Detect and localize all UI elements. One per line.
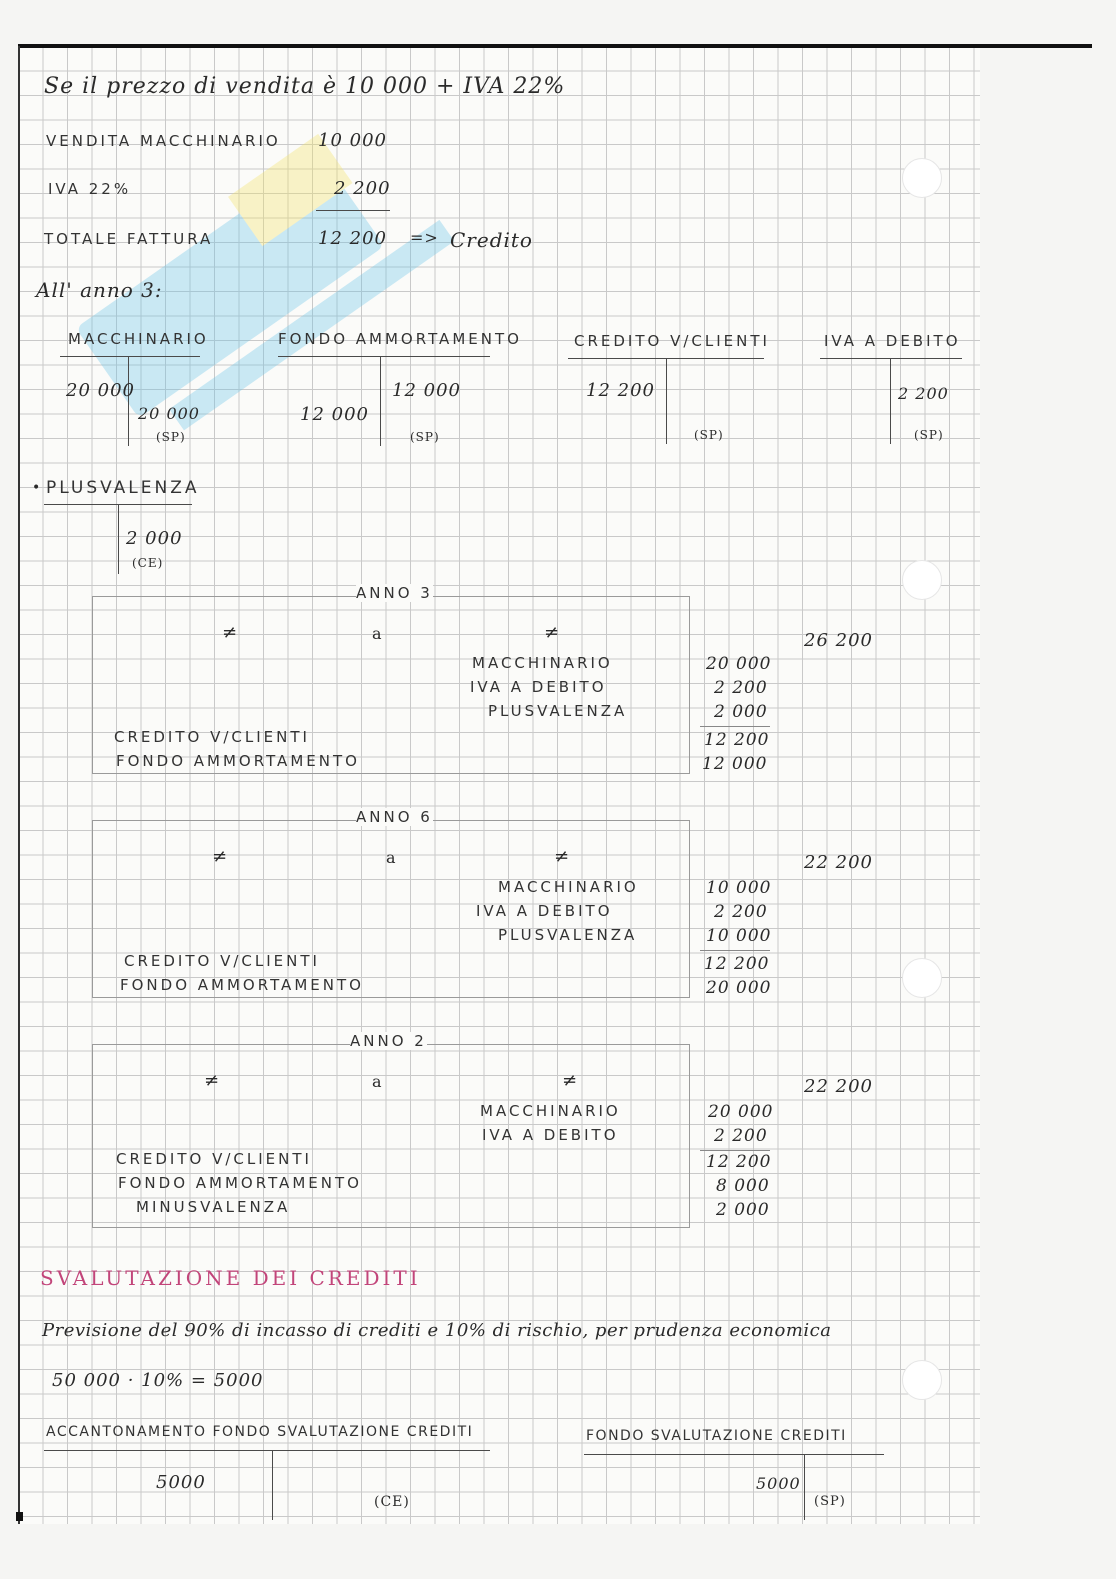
credit-amount: 2 000 [714, 702, 768, 722]
svalutazione-calc: 50 000 · 10% = 5000 [52, 1370, 264, 1391]
credit-amount: 2 200 [714, 678, 768, 698]
implies-arrow: => [410, 228, 439, 247]
section-heading: SVALUTAZIONE DEI CREDITI [40, 1266, 421, 1290]
intro-sentence: Se il prezzo di vendita è 10 000 + IVA 22% [44, 74, 566, 99]
debit-label: CREDITO V/CLIENTI [116, 1150, 312, 1168]
t-account-hline [278, 356, 490, 357]
bullet-dot: • [32, 480, 42, 496]
svalutazione-text: Previsione del 90% di incasso di crediti e 10% di rischio, per prudenza economica [42, 1320, 832, 1341]
t-account-credit: 20 000 [138, 404, 200, 423]
t-account-debit: 20 000 [66, 380, 135, 401]
t-account-debit: 12 200 [586, 380, 655, 401]
page-left-margin [18, 46, 20, 1524]
debit-label: FONDO AMMORTAMENTO [120, 976, 364, 994]
credit-label: PLUSVALENZA [488, 702, 628, 720]
t-account-hline [44, 1450, 490, 1451]
neq-sign: ≠ [554, 846, 571, 867]
credit-label: PLUSVALENZA [498, 926, 638, 944]
t-account-title: FONDO AMMORTAMENTO [278, 330, 522, 348]
t-account-title: IVA A DEBITO [824, 332, 961, 350]
debit-label: FONDO AMMORTAMENTO [116, 752, 360, 770]
journal-total: 22 200 [804, 852, 873, 873]
total-label: TOTALE FATTURA [44, 230, 214, 248]
credit-amount: 2 200 [714, 902, 768, 922]
journal-total: 22 200 [804, 1076, 873, 1097]
credit-amount: 10 000 [706, 878, 772, 898]
binder-hole [902, 158, 942, 198]
total-value: 12 200 [318, 228, 387, 249]
journal-header: ANNO 3 [356, 584, 433, 602]
sale-label: VENDITA MACCHINARIO [46, 132, 281, 150]
total-note: Credito [450, 228, 533, 252]
debit-label: MINUSVALENZA [136, 1198, 291, 1216]
t-account-vline [128, 356, 129, 446]
t-account-tag: (SP) [914, 428, 944, 442]
t-account-credit: 5000 [756, 1474, 801, 1493]
t-account-hline [820, 358, 962, 359]
t-account-debit: 5000 [156, 1472, 206, 1493]
t-account-credit: 2 000 [126, 528, 183, 549]
binder-hole [902, 1360, 942, 1400]
credit-label: MACCHINARIO [498, 878, 639, 896]
t-account-tag: (CE) [132, 556, 164, 570]
neq-sign: ≠ [212, 846, 229, 867]
t-account-tag: (SP) [410, 430, 440, 444]
debit-label: FONDO AMMORTAMENTO [118, 1174, 362, 1192]
debit-label: CREDITO V/CLIENTI [124, 952, 320, 970]
credit-label: IVA A DEBITO [470, 678, 607, 696]
t-account-vline [272, 1450, 273, 1520]
debit-amount: 8 000 [716, 1176, 770, 1196]
t-account-title: PLUSVALENZA [46, 478, 200, 498]
credit-amount: 20 000 [706, 654, 772, 674]
t-account-debit: 12 000 [300, 404, 369, 425]
a-sign: a [386, 848, 397, 867]
t-account-credit: 2 200 [898, 384, 949, 403]
t-account-title: ACCANTONAMENTO FONDO SVALUTAZIONE CREDITI [46, 1424, 474, 1440]
sum-underline [316, 210, 390, 211]
t-account-tag: (SP) [694, 428, 724, 442]
t-account-title: FONDO SVALUTAZIONE CREDITI [586, 1428, 847, 1444]
journal-header: ANNO 6 [356, 808, 433, 826]
t-account-vline [380, 356, 381, 446]
binder-hole [902, 958, 942, 998]
journal-header: ANNO 2 [350, 1032, 427, 1050]
journal-total: 26 200 [804, 630, 873, 651]
debit-amount: 12 000 [702, 754, 768, 774]
a-sign: a [372, 1072, 383, 1091]
credit-label: IVA A DEBITO [476, 902, 613, 920]
t-account-vline [666, 358, 667, 444]
debit-amount: 12 200 [704, 954, 770, 974]
t-account-tag: (CE) [374, 1494, 410, 1510]
t-account-vline [890, 358, 891, 444]
scan-corner-mark [16, 1512, 23, 1521]
debit-amount: 12 200 [706, 1152, 772, 1172]
t-account-hline [60, 356, 200, 357]
binder-hole [902, 560, 942, 600]
credit-label: MACCHINARIO [472, 654, 613, 672]
journal-subline [700, 726, 770, 727]
sale-value: 10 000 [318, 130, 387, 151]
journal-subline [700, 1150, 770, 1151]
t-account-tag: (SP) [156, 430, 186, 444]
scan-top-border [18, 44, 1092, 48]
t-account-title: MACCHINARIO [68, 330, 209, 348]
credit-amount: 20 000 [708, 1102, 774, 1122]
journal-subline [700, 950, 770, 951]
neq-sign: ≠ [544, 622, 561, 643]
t-account-vline [118, 504, 119, 574]
credit-amount: 10 000 [706, 926, 772, 946]
vat-label: IVA 22% [48, 180, 132, 198]
t-account-credit: 12 000 [392, 380, 461, 401]
credit-label: MACCHINARIO [480, 1102, 621, 1120]
debit-amount: 12 200 [704, 730, 770, 750]
t-account-title: CREDITO V/CLIENTI [574, 332, 770, 350]
debit-amount: 20 000 [706, 978, 772, 998]
neq-sign: ≠ [562, 1070, 579, 1091]
a-sign: a [372, 624, 383, 643]
neq-sign: ≠ [204, 1070, 221, 1091]
credit-amount: 2 200 [714, 1126, 768, 1146]
year-label: All' anno 3: [36, 278, 163, 302]
credit-label: IVA A DEBITO [482, 1126, 619, 1144]
vat-value: 2 200 [334, 178, 391, 199]
t-account-vline [804, 1454, 805, 1520]
t-account-tag: (SP) [814, 1494, 846, 1509]
debit-label: CREDITO V/CLIENTI [114, 728, 310, 746]
neq-sign: ≠ [222, 622, 239, 643]
t-account-hline [584, 1454, 884, 1455]
debit-amount: 2 000 [716, 1200, 770, 1220]
